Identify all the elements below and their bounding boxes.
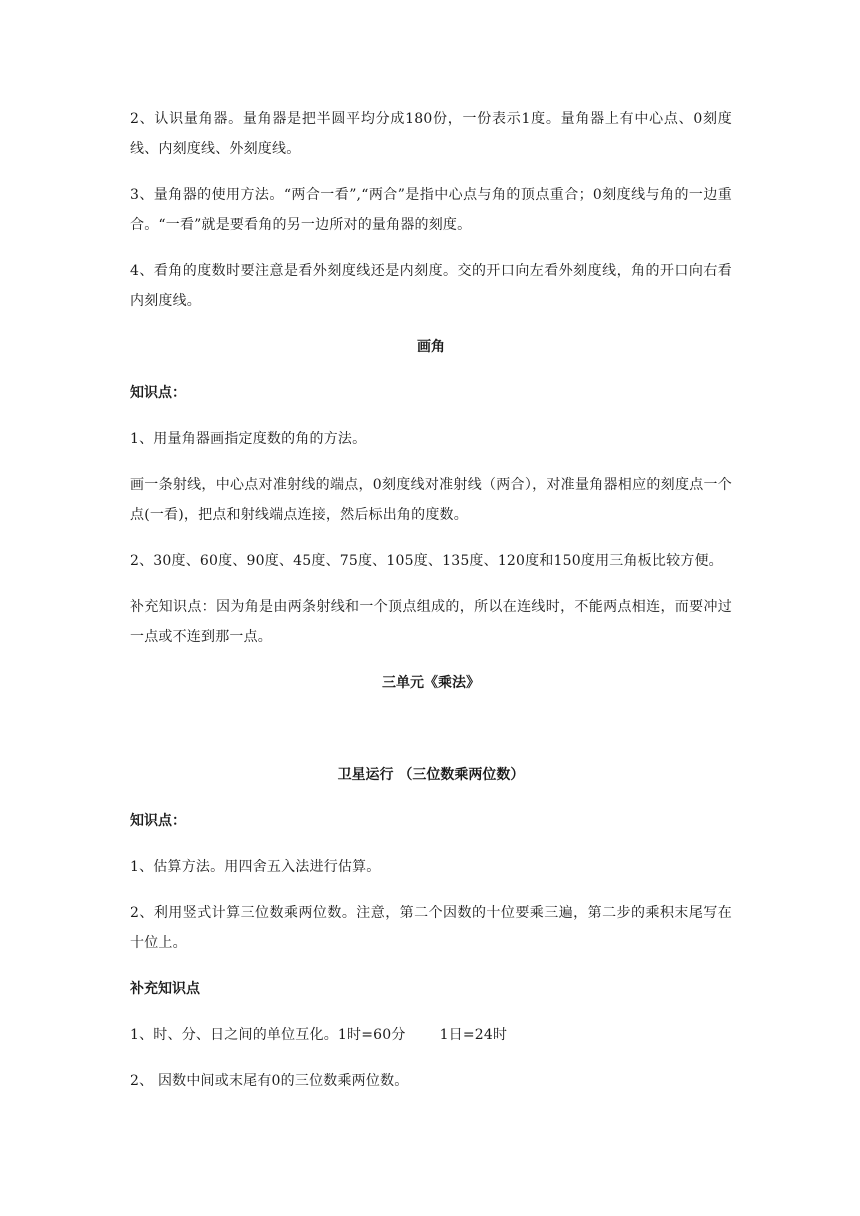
spacer (130, 714, 732, 760)
protractor-item-2: 2、认识量角器。量角器是把半圆平均分成180份，一份表示1度。量角器上有中心点、0刻度线、内刻度线、外刻度线。 (130, 111, 732, 157)
section-title-drawing-angles: 画角 (417, 339, 445, 355)
drawing-method: 画一条射线，中心点对准射线的端点，0刻度线对准射线（两合），对准量角器相应的刻度点一个点(一看)，把点和射线端点连接，然后标出角的度数。 (130, 477, 732, 523)
drawing-item-2: 2、30度、60度、90度、45度、75度、105度、135度、120度和150度用三角板比较方便。 (130, 553, 723, 569)
drawing-supplement: 补充知识点：因为角是由两条射线和一个顶点组成的，所以在连线时，不能两点相连，而要冲过一点或不连到那一点。 (130, 599, 732, 645)
section-title-unit-3: 三单元《乘法》 (382, 675, 480, 691)
drawing-item-1: 1、用量角器画指定度数的角的方法。 (130, 431, 367, 447)
supplement-item-1 (130, 1020, 732, 1050)
supplement-item-1-hour: 1、时、分、日之间的单位互化。1时=60分 (130, 1027, 406, 1043)
protractor-item-3: 3、量角器的使用方法。“两合一看”,“两合”是指中心点与角的顶点重合；0刻度线与角的一边重合。“一看”就是要看角的另一边所对的量角器的刻度。 (130, 187, 732, 233)
document-page (130, 104, 732, 1112)
supplement-item-1-day: 1日=24时 (439, 1027, 508, 1043)
supplement-label: 补充知识点 (130, 981, 200, 997)
supplement-item-2: 2、 因数中间或末尾有0的三位数乘两位数。 (130, 1073, 409, 1089)
knowledge-label: 知识点： (130, 385, 186, 401)
section-title-satellite: 卫星运行 （三位数乘两位数） (337, 767, 525, 783)
satellite-item-1: 1、估算方法。用四舍五入法进行估算。 (130, 859, 381, 875)
protractor-item-4: 4、看角的度数时要注意是看外刻度线还是内刻度。交的开口向左看外刻度线，角的开口向右看内刻度线。 (130, 263, 732, 309)
satellite-item-2: 2、利用竖式计算三位数乘两位数。注意，第二个因数的十位要乘三遍，第二步的乘积末尾写在十位上。 (130, 905, 732, 951)
knowledge-label-2: 知识点： (130, 813, 186, 829)
